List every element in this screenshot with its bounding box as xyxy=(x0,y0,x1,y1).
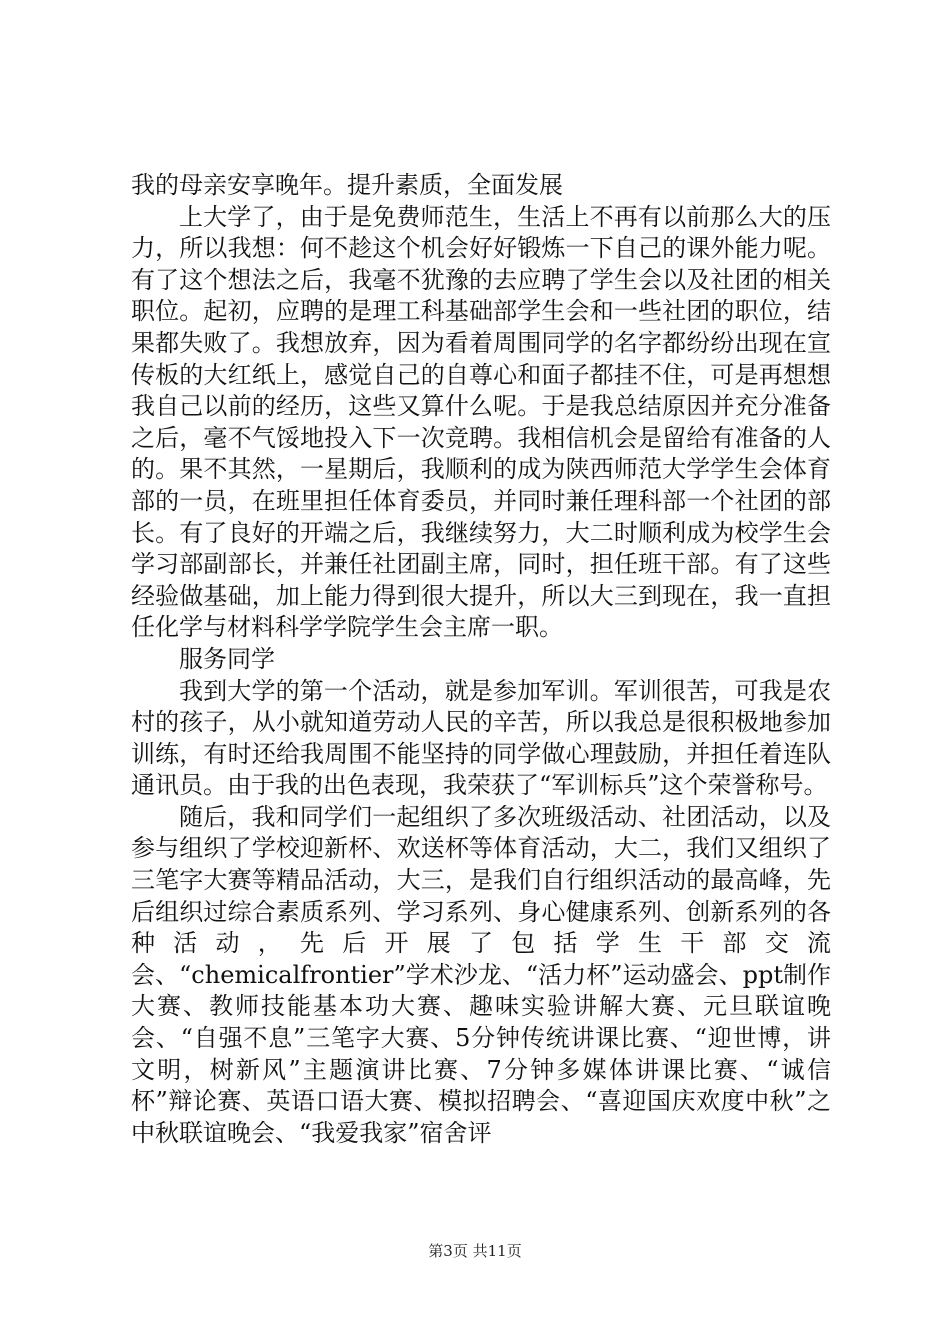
paragraph-activities: 随后，我和同学们一起组织了多次班级活动、社团活动，以及参与组织了学校迎新杯、欢送杯等体育活动，大二，我们又组织了三笔字大赛等精品活动，大三，是我们自行组织活动的最高峰，先后组织过综合素质系列、学习系列、身心健康系列、创新系列的各种活动，先后开展了包括学生干部交流会、“chemicalfrontier”学术沙龙、“活力杯”运动盛会、ppt制作大赛、教师技能基本功大赛、趣味实验讲解大赛、元旦联谊晚会、“自强不息”三笔字大赛、5分钟传统讲课比赛、“迎世博，讲文明，树新风”主题演讲比赛、7分钟多媒体讲课比赛、“诚信杯”辩论赛、英语口语大赛、模拟招聘会、“喜迎国庆欢度中秋”之中秋联谊晚会、“我爱我家”宿舍评 xyxy=(131,802,831,1147)
paragraph-continuation: 我的母亲安享晚年。提升素质，全面发展 xyxy=(131,171,563,199)
page-number-footer: 第3页 共11页 xyxy=(428,1242,522,1260)
document-body xyxy=(131,170,831,1149)
paragraph-military-training: 我到大学的第一个活动，就是参加军训。军训很苦，可我是农村的孩子，从小就知道劳动人民的辛苦，所以我总是很积极地参加训练，有时还给我周围不能坚持的同学做心理鼓励，并担任着连队通讯员。由于我的出色表现，我荣获了“军训标兵”这个荣誉称号。 xyxy=(131,676,831,800)
paragraph-student-union: 上大学了，由于是免费师范生，生活上不再有以前那么大的压力，所以我想：何不趁这个机会好好锻炼一下自己的课外能力呢。有了这个想法之后，我毫不犹豫的去应聘了学生会以及社团的相关职位。起初，应聘的是理工科基础部学生会和一些社团的职位，结果都失败了。我想放弃，因为看着周围同学的名字都纷纷出现在宣传板的大红纸上，感觉自己的自尊心和面子都挂不住，可是再想想我自己以前的经历，这些又算什么呢。于是我总结原因并充分准备之后，毫不气馁地投入下一次竞聘。我相信机会是留给有准备的人的。果不其然，一星期后，我顺利的成为陕西师范大学学生会体育部的一员，在班里担任体育委员，并同时兼任理科部一个社团的部长。有了良好的开端之后，我继续努力，大二时顺利成为校学生会学习部副部长，并兼任社团副主席，同时，担任班干部。有了这些经验做基础，加上能力得到很大提升，所以大三到现在，我一直担任化学与材料科学学院学生会主席一职。 xyxy=(131,202,831,642)
section-heading-serve-classmates: 服务同学 xyxy=(179,644,275,673)
